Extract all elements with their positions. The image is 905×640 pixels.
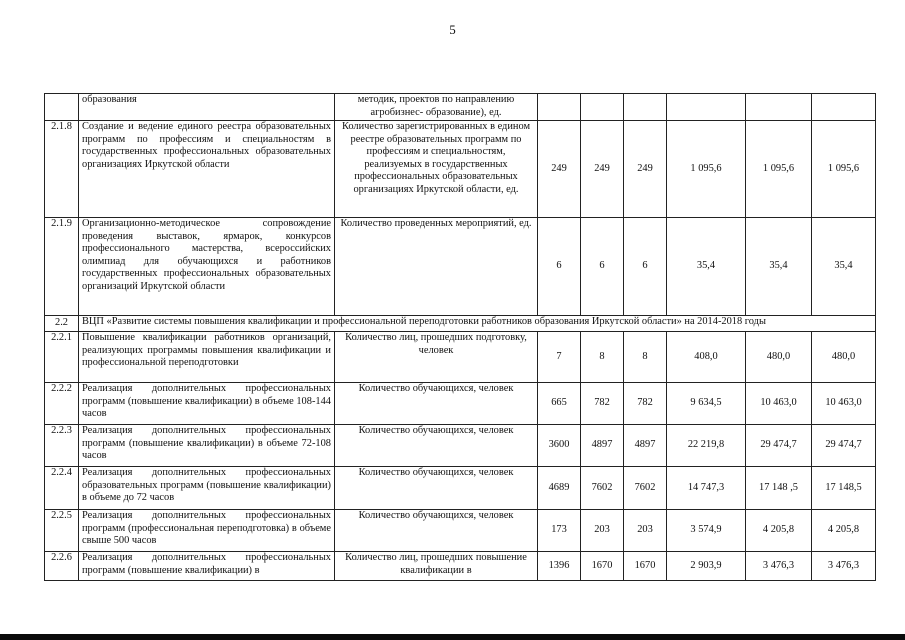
indicator-value: 8 [581, 332, 624, 383]
indicator-value: 4897 [581, 425, 624, 467]
item-indicator: Количество лиц, прошедших подготовку, человек [335, 332, 538, 383]
table-row [45, 425, 876, 467]
indicator-value [538, 94, 581, 121]
item-name: Реализация дополнительных профессиональных программ (профессиональная переподготовка) в объеме свыше 500 часов [79, 510, 335, 552]
item-code: 2.2.2 [45, 383, 79, 425]
item-code: 2.2.6 [45, 552, 79, 581]
table-row [45, 383, 876, 425]
funding-value: 480,0 [812, 332, 876, 383]
indicator-value: 1670 [624, 552, 667, 581]
section-title: ВЦП «Развитие системы повышения квалификации и профессиональной переподготовки работников образования Иркутской области» на 2014-2018 годы [79, 316, 876, 332]
item-name: Организационно-методическое сопровождение проведения выставок, ярмарок, конкурсов профессионального мастерства, всероссийских олимпиад для обучающихся и работников государственных профессиональных образовательных организаций Иркутской области [79, 218, 335, 316]
section-code: 2.2 [45, 316, 79, 332]
item-code: 2.2.4 [45, 467, 79, 510]
funding-value: 29 474,7 [746, 425, 812, 467]
funding-value: 14 747,3 [667, 467, 746, 510]
indicator-value: 249 [538, 121, 581, 218]
indicator-value: 782 [581, 383, 624, 425]
funding-value: 480,0 [746, 332, 812, 383]
indicator-value: 6 [538, 218, 581, 316]
indicator-value: 1396 [538, 552, 581, 581]
funding-value: 2 903,9 [667, 552, 746, 581]
funding-value: 35,4 [746, 218, 812, 316]
item-code: 2.1.8 [45, 121, 79, 218]
item-name: Создание и ведение единого реестра образовательных программ по профессиям и специальностям в государственных профессиональных образовательных организациях Иркутской области [79, 121, 335, 218]
indicator-value: 203 [624, 510, 667, 552]
item-name: образования [79, 94, 335, 121]
indicator-value: 203 [581, 510, 624, 552]
indicator-value: 782 [624, 383, 667, 425]
item-name: Реализация дополнительных профессиональных программ (повышение квалификации) в объеме 108-144 часов [79, 383, 335, 425]
item-code: 2.2.3 [45, 425, 79, 467]
funding-value: 3 476,3 [812, 552, 876, 581]
item-indicator: Количество обучающихся, человек [335, 383, 538, 425]
item-name: Реализация дополнительных профессиональных образовательных программ (повышение квалификации) в объеме до 72 часов [79, 467, 335, 510]
funding-value [667, 94, 746, 121]
funding-value: 10 463,0 [746, 383, 812, 425]
table-row [45, 467, 876, 510]
item-indicator: Количество обучающихся, человек [335, 467, 538, 510]
item-indicator: методик, проектов по направлению агробизнес- образование), ед. [335, 94, 538, 121]
funding-value: 35,4 [667, 218, 746, 316]
item-code [45, 94, 79, 121]
indicator-value: 7602 [624, 467, 667, 510]
item-code: 2.2.1 [45, 332, 79, 383]
table-row [45, 332, 876, 383]
indicator-value: 6 [581, 218, 624, 316]
funding-value: 10 463,0 [812, 383, 876, 425]
indicator-value: 7 [538, 332, 581, 383]
indicator-value [624, 94, 667, 121]
item-indicator: Количество зарегистрированных в едином реестре образовательных программ по профессиям и специальностям, реализуемых в государственных профессиональных образовательных организациях Иркутской области, ед. [335, 121, 538, 218]
funding-value: 3 476,3 [746, 552, 812, 581]
indicator-value: 4689 [538, 467, 581, 510]
item-indicator: Количество проведенных мероприятий, ед. [335, 218, 538, 316]
table-row [45, 121, 876, 218]
indicator-value: 8 [624, 332, 667, 383]
item-name: Повышение квалификации работников организаций, реализующих программы повышения квалификации и профессиональной переподготовки [79, 332, 335, 383]
funding-value: 4 205,8 [812, 510, 876, 552]
indicator-value: 6 [624, 218, 667, 316]
item-code: 2.1.9 [45, 218, 79, 316]
table-row [45, 510, 876, 552]
item-indicator: Количество лиц, прошедших повышение квалификации в [335, 552, 538, 581]
funding-value: 1 095,6 [667, 121, 746, 218]
indicator-value: 249 [624, 121, 667, 218]
indicator-value: 7602 [581, 467, 624, 510]
funding-value: 9 634,5 [667, 383, 746, 425]
item-code: 2.2.5 [45, 510, 79, 552]
indicator-value: 1670 [581, 552, 624, 581]
funding-value: 1 095,6 [746, 121, 812, 218]
item-indicator: Количество обучающихся, человек [335, 510, 538, 552]
item-name: Реализация дополнительных профессиональных программ (повышение квалификации) в [79, 552, 335, 581]
table-row [45, 218, 876, 316]
funding-value: 3 574,9 [667, 510, 746, 552]
funding-value [746, 94, 812, 121]
table-row [45, 94, 876, 121]
funding-value: 22 219,8 [667, 425, 746, 467]
item-name: Реализация дополнительных профессиональных программ (повышение квалификации) в объеме 72-108 часов [79, 425, 335, 467]
funding-value: 17 148,5 [812, 467, 876, 510]
indicator-value: 3600 [538, 425, 581, 467]
page-number: 5 [449, 22, 456, 37]
funding-value: 4 205,8 [746, 510, 812, 552]
funding-value: 17 148 ,5 [746, 467, 812, 510]
funding-value: 29 474,7 [812, 425, 876, 467]
scan-bottom-edge [0, 634, 905, 640]
funding-value: 35,4 [812, 218, 876, 316]
funding-value [812, 94, 876, 121]
indicator-value [581, 94, 624, 121]
table-row [45, 552, 876, 581]
section-row [45, 316, 876, 332]
program-table [44, 93, 876, 581]
funding-value: 408,0 [667, 332, 746, 383]
indicator-value: 249 [581, 121, 624, 218]
funding-value: 1 095,6 [812, 121, 876, 218]
indicator-value: 4897 [624, 425, 667, 467]
indicator-value: 665 [538, 383, 581, 425]
indicator-value: 173 [538, 510, 581, 552]
item-indicator: Количество обучающихся, человек [335, 425, 538, 467]
